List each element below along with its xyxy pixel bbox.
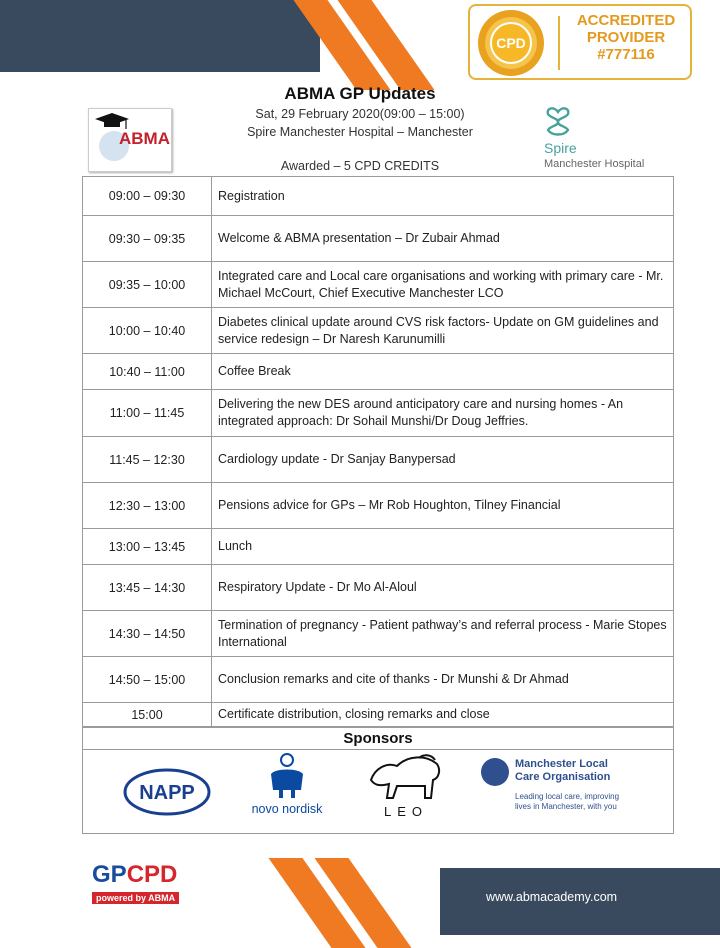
cpd-accredited-badge [468,4,692,80]
cpd-seal-text: CPD [490,22,532,64]
agenda-description: Pensions advice for GPs – Mr Rob Houghton, Tilney Financial [212,483,674,529]
agenda-time: 14:30 – 14:50 [83,611,212,657]
badge-text [566,12,686,63]
agenda-time: 12:30 – 13:00 [83,483,212,529]
top-banner-band [0,0,320,72]
agenda-row [83,216,674,262]
agenda-description: Conclusion remarks and cite of thanks - Dr Munshi & Dr Ahmad [212,657,674,703]
agenda-time: 11:00 – 11:45 [83,390,212,437]
gpcpd-logo [92,862,212,908]
leo-logo [361,750,451,820]
agenda-row [83,703,674,727]
event-venue: Spire Manchester Hospital – Manchester [247,125,473,139]
agenda-description: Respiratory Update - Dr Mo Al-Aloul [212,565,674,611]
lco-title: Manchester Local Care Organisation [515,758,611,783]
badge-line-accredited: ACCREDITED [576,12,676,29]
agenda-time: 14:50 – 15:00 [83,657,212,703]
apis-bull-icon [265,752,309,800]
agenda-row [83,565,674,611]
lion-icon [367,750,445,802]
agenda-time: 13:00 – 13:45 [83,529,212,565]
agenda-row [83,529,674,565]
agenda-time: 09:30 – 09:35 [83,216,212,262]
agenda-description: Diabetes clinical update around CVS risk factors- Update on GM guidelines and service redesign – Dr Naresh Karunumilli [212,308,674,354]
gpcpd-logo-text [92,862,212,888]
event-title: ABMA GP Updates [284,84,436,103]
agenda-description: Cardiology update - Dr Sanjay Banypersad [212,437,674,483]
agenda-description: Registration [212,177,674,216]
agenda-time: 11:45 – 12:30 [83,437,212,483]
spire-logo-name: Spire [544,140,577,156]
agenda-time: 10:00 – 10:40 [83,308,212,354]
napp-logo [123,768,211,816]
event-date-time: Sat, 29 February 2020(09:00 – 15:00) [255,107,465,121]
badge-divider [558,16,560,70]
napp-logo-text: NAPP [139,782,195,804]
agenda-time: 13:45 – 14:30 [83,565,212,611]
event-credits: Awarded – 5 CPD CREDITS [280,159,440,173]
agenda-description: Delivering the new DES around anticipatory care and nursing homes - An integrated approach: Dr Sohail Munshi/Dr Doug Jeffries. [212,390,674,437]
spire-mark-icon [544,106,572,136]
agenda-time: 15:00 [83,703,212,727]
agenda-time: 09:00 – 09:30 [83,177,212,216]
badge-line-number: #777116 [597,46,655,63]
agenda-row [83,483,674,529]
spire-logo [542,106,662,172]
gpcpd-gp: GP [92,861,127,888]
agenda-description: Welcome & ABMA presentation – Dr Zubair Ahmad [212,216,674,262]
agenda-description: Lunch [212,529,674,565]
agenda-description: Coffee Break [212,354,674,390]
agenda-row [83,177,674,216]
spire-logo-subtitle: Manchester Hospital [544,158,645,170]
agenda-description: Termination of pregnancy - Patient pathway’s and referral process - Marie Stopes International [212,611,674,657]
website-url: www.abmacademy.com [486,890,618,904]
novo-nordisk-text: novo nordisk [251,802,323,816]
sponsors-section [82,727,674,834]
sponsors-title: Sponsors [343,730,413,747]
agenda-row [83,657,674,703]
agenda-row [83,354,674,390]
manchester-lco-logo [479,756,633,818]
lco-tagline: Leading local care, improving lives in Manchester, with you [515,792,620,811]
agenda-row [83,262,674,308]
agenda-row [83,308,674,354]
badge-line-provider: PROVIDER [586,29,666,46]
novo-nordisk-logo [241,752,333,820]
gpcpd-cpd: CPD [126,861,178,888]
person-icon [481,758,509,786]
agenda-time: 09:35 – 10:00 [83,262,212,308]
agenda-time: 10:40 – 11:00 [83,354,212,390]
agenda-description: Certificate distribution, closing remarks and close [212,703,674,727]
agenda-row [83,437,674,483]
agenda-row [83,390,674,437]
abma-logo [88,108,172,172]
leo-text: LEO [383,804,428,819]
agenda-table [82,176,674,727]
agenda-description: Integrated care and Local care organisations and working with primary care - Mr. Michael McCourt, Chief Executive Manchester LCO [212,262,674,308]
abma-logo-text: ABMA [119,129,170,148]
cpd-seal-icon [478,10,544,76]
gpcpd-powered-by: powered by ABMA [92,892,179,904]
agenda-row [83,611,674,657]
